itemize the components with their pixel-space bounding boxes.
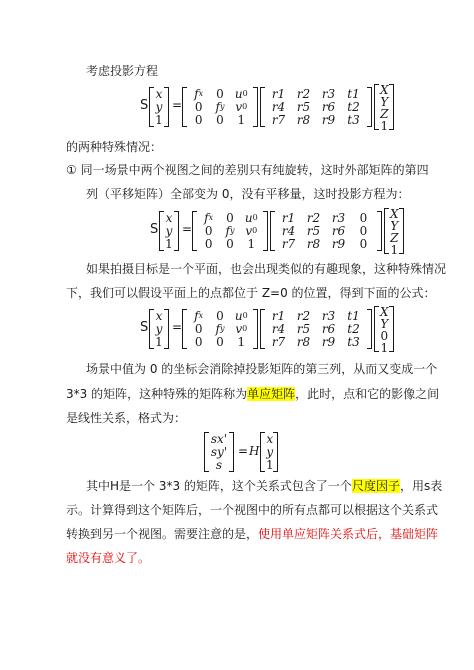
intrinsic-matrix: f x 0 u 0 0 f y v 0 0 0 1 <box>182 309 258 349</box>
rotation-matrix: r1 r2 r3 0 r4 r5 r6 0 r7 r8 r9 0 <box>270 211 382 251</box>
scaled-point-vector: sx' sy' s <box>204 432 234 472</box>
case1-line1: ① 同一场景中两个视图之间的差别只有纯旋转，这时外部矩阵的第四 <box>66 163 429 177</box>
lhs-vector: x y 1 <box>159 211 179 251</box>
homography-line1: 场景中值为 0 的坐标会消除掉投影矩阵的第三列，从而又变成一个 <box>86 362 438 376</box>
projection-equation <box>140 83 389 133</box>
planar-case-line2: 下，我们可以假设平面上的点都位于 Z=0 的位置，得到下面的公式： <box>66 286 436 300</box>
image-point-vector: x y 1 <box>260 432 278 472</box>
world-point-vector: X Y Z 1 <box>374 84 394 130</box>
intro-text: 考虑投影方程 <box>86 64 159 78</box>
scale-factor-line3: 转换到另一个视图。需要注意的是，使用单应矩阵关系式后，基础矩阵 <box>66 527 439 541</box>
planar-case-line1: 如果拍摄目标是一个平面，也会出现类似的有趣现象，这种特殊情况 <box>86 262 447 276</box>
world-point-vector: X Y Z 1 <box>384 208 404 254</box>
planar-equation: S x y 1 = f x 0 u 0 0 f y v 0 0 0 1 r1 r2 r3 t1 r4 r5 r6 t2 r7 r8 r9 t3 X Y 0 1 <box>140 306 360 352</box>
intrinsic-matrix: f x 0 u 0 0 f y v 0 0 0 1 <box>192 211 268 251</box>
warning-text-end: 就没有意义了。 <box>66 551 151 565</box>
planar-point-vector: X Y 0 1 <box>374 306 394 352</box>
rotation-equation: S x y 1 = f x 0 u 0 0 f y v 0 0 0 1 r1 r2 r3 0 r4 r5 r6 0 r7 r8 r9 0 X Y Z 1 <box>150 208 370 254</box>
extrinsic-matrix: r1 r2 r3 t1 r4 r5 r6 t2 r7 r8 r9 t3 <box>260 309 372 349</box>
homography-line3: 是线性关系，格式为： <box>66 411 187 425</box>
homography-equation: sx' sy' s = H x y 1 <box>204 432 284 472</box>
homography-line2: 3*3 的矩阵，这种特殊的矩阵称为单应矩阵，此时，点和它的影像之间 <box>66 387 440 401</box>
extrinsic-matrix: r1 r2 r3 t1 r4 r5 r6 t2 r7 r8 r9 t3 <box>260 87 372 127</box>
homography-term-highlight: 单应矩阵 <box>247 387 296 401</box>
lhs-vector: x y 1 <box>149 309 169 349</box>
case1-line2: 列（平移矩阵）全部变为 0，没有平移量，这时投影方程为： <box>86 187 410 201</box>
scale-factor-highlight: 尺度因子 <box>351 479 400 493</box>
scale-factor-line2: 示。计算得到这个矩阵后，一个视图中的所有点都可以根据这个关系式 <box>66 503 439 517</box>
intrinsic-matrix: f x 0 u 0 0 f y v 0 0 0 1 <box>182 87 258 127</box>
equals-sign: = <box>172 98 183 112</box>
warning-text: 使用单应矩阵关系式后，基础矩阵 <box>258 527 439 541</box>
scale-symbol: S <box>140 98 149 113</box>
homography-symbol: H <box>249 444 260 458</box>
scale-factor-line1: 其中H是一个 3*3 的矩阵，这个关系式包含了一个尺度因子，用s表 <box>86 479 443 493</box>
lhs-vector: x y 1 <box>149 87 169 127</box>
special-cases-text: 的两种特殊情况： <box>66 140 163 154</box>
